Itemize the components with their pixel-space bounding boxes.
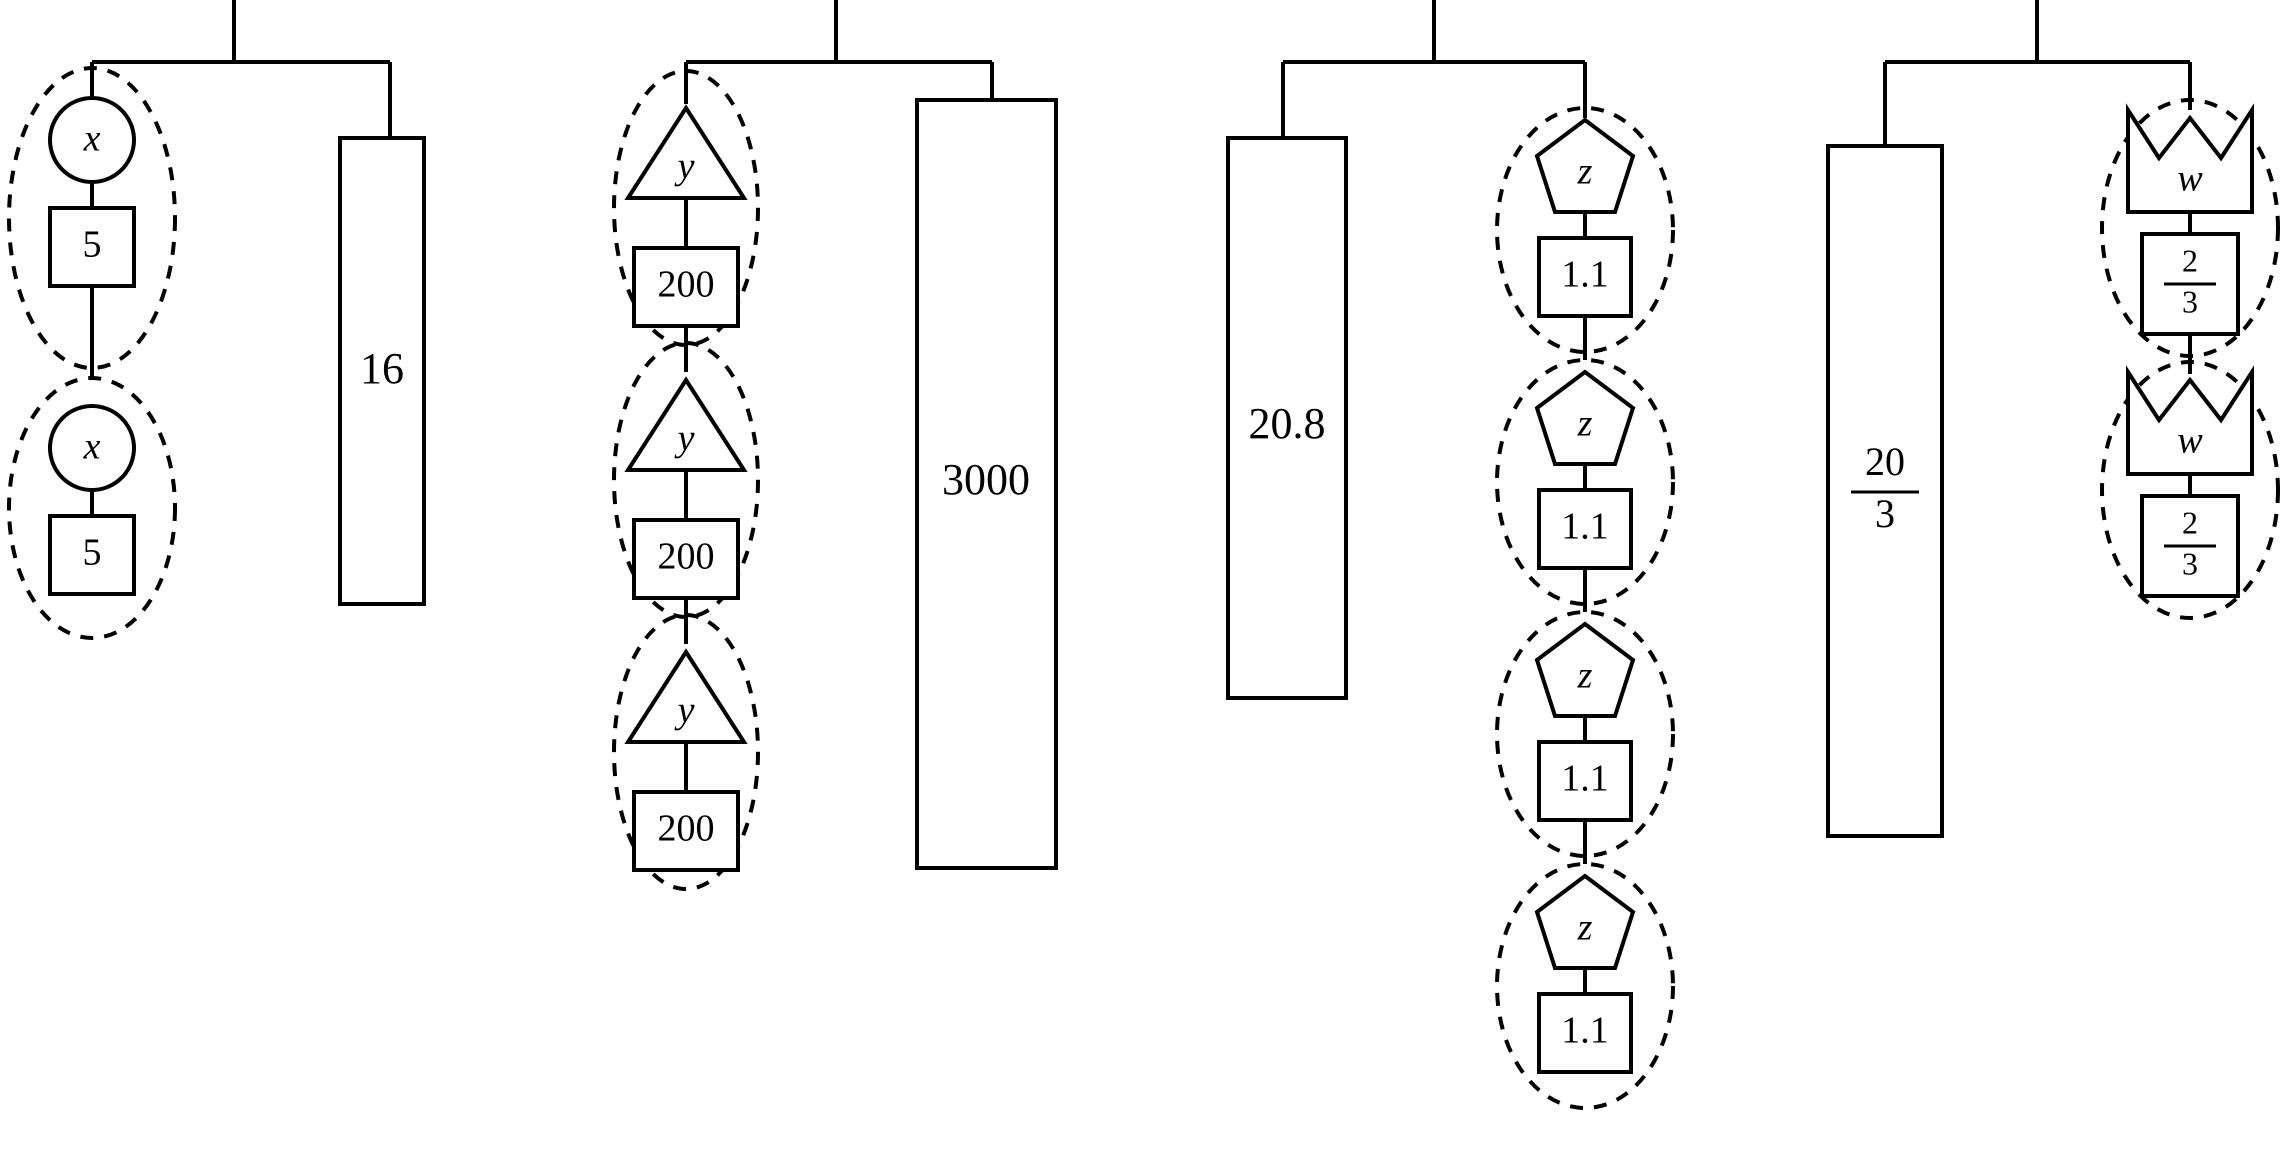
hanger-x	[92, 0, 390, 138]
variable-label-z-1: z	[1577, 150, 1593, 193]
variable-label-w-1: w	[2177, 157, 2203, 200]
unit-denominator-w-1: 3	[2182, 283, 2198, 320]
group-x	[9, 0, 424, 638]
value-bar-label-x: 16	[360, 344, 404, 394]
variable-label-z-3: z	[1577, 654, 1593, 697]
variable-label-y-2: y	[677, 417, 695, 460]
unit-denominator-w-2: 3	[2182, 545, 2198, 582]
hanger-z	[1283, 0, 1585, 138]
unit-numerator-w-2: 2	[2182, 504, 2198, 541]
group-w	[1828, 0, 2278, 836]
hanger-y	[686, 0, 992, 104]
variable-label-z-2: z	[1577, 402, 1593, 445]
unit-label-x-1: 5	[82, 223, 102, 266]
variable-label-y-1: y	[677, 145, 695, 188]
unit-label-z-3: 1.1	[1561, 757, 1609, 800]
variable-label-y-3: y	[677, 689, 695, 732]
unit-label-x-2: 5	[82, 531, 102, 574]
value-bar-numerator-w: 20	[1865, 439, 1905, 485]
unit-label-y-3: 200	[657, 807, 715, 850]
variable-label-x-1: x	[83, 117, 101, 160]
variable-label-z-4: z	[1577, 906, 1593, 949]
unit-label-z-1: 1.1	[1561, 253, 1609, 296]
unit-label-y-1: 200	[657, 263, 715, 306]
group-z	[1228, 0, 1673, 1108]
unit-label-z-2: 1.1	[1561, 505, 1609, 548]
unit-label-y-2: 200	[657, 535, 715, 578]
variable-label-w-2: w	[2177, 419, 2203, 462]
unit-numerator-w-1: 2	[2182, 242, 2198, 279]
variable-label-x-2: x	[83, 425, 101, 468]
value-bar-label-z: 20.8	[1248, 399, 1326, 449]
value-bar-denominator-w: 3	[1875, 491, 1895, 537]
hanger-w	[1885, 0, 2190, 146]
unit-label-z-4: 1.1	[1561, 1009, 1609, 1052]
value-bar-label-y: 3000	[942, 455, 1030, 505]
group-y	[614, 0, 1056, 889]
